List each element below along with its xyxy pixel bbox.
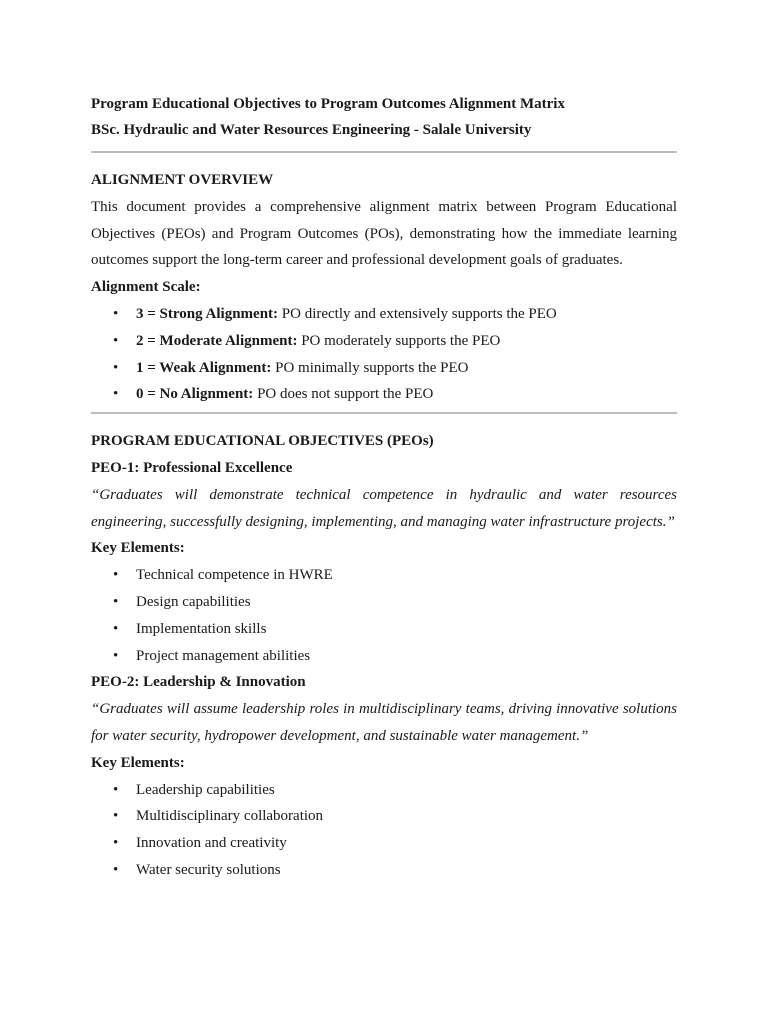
- bullet-icon: •: [113, 567, 119, 584]
- key-element-text: Implementation skills: [136, 620, 267, 637]
- peo2-key-elements-label: Key Elements:: [91, 754, 185, 771]
- document-title: Program Educational Objectives to Program Outcomes Alignment Matrix: [91, 96, 565, 112]
- list-item: [91, 328, 677, 355]
- scale-term: 3 = Strong Alignment:: [136, 305, 279, 322]
- key-element-text: Leadership capabilities: [136, 781, 275, 798]
- key-element-text: Technical competence in HWRE: [136, 567, 333, 584]
- bullet-icon: •: [113, 808, 119, 825]
- list-item: [91, 643, 677, 670]
- peo2-quote: “Graduates will assume leadership roles in multidisciplinary teams, driving innovative solutions for water security, hydropower development, and sustainable water management.”: [91, 701, 677, 744]
- list-item: [91, 616, 677, 643]
- bullet-icon: •: [113, 835, 119, 852]
- document-subtitle: BSc. Hydraulic and Water Resources Engineering - Salale University: [91, 122, 532, 138]
- list-item: [91, 803, 677, 830]
- list-item: [91, 562, 677, 589]
- scale-description: PO does not support the PEO: [253, 386, 434, 403]
- overview-heading: ALIGNMENT OVERVIEW: [91, 172, 274, 188]
- key-element-text: Water security solutions: [136, 861, 281, 878]
- bullet-icon: •: [113, 861, 119, 878]
- list-item: [91, 857, 677, 884]
- bullet-icon: •: [113, 781, 119, 798]
- list-item: [91, 830, 677, 857]
- bullet-icon: •: [113, 620, 119, 637]
- bullet-icon: •: [113, 305, 119, 322]
- bullet-icon: •: [113, 593, 119, 610]
- scale-term: 2 = Moderate Alignment:: [136, 332, 298, 349]
- bullet-icon: •: [113, 386, 119, 403]
- scale-term: 0 = No Alignment:: [136, 386, 254, 403]
- list-item: [91, 777, 677, 804]
- key-element-text: Innovation and creativity: [136, 835, 287, 852]
- list-item: [91, 381, 677, 408]
- scale-description: PO directly and extensively supports the PEO: [278, 305, 557, 322]
- section-divider: [91, 151, 677, 153]
- section-divider: [91, 412, 677, 414]
- key-element-text: Design capabilities: [136, 593, 251, 610]
- list-item: [91, 589, 677, 616]
- peo1-quote: “Graduates will demonstrate technical competence in hydraulic and water resources engineering, successfully designing, implementing, and managing water infrastructure projects.”: [91, 486, 677, 530]
- peo1-key-elements-list: [91, 562, 677, 669]
- scale-description: PO moderately supports the PEO: [297, 332, 501, 349]
- key-element-text: Project management abilities: [136, 647, 311, 664]
- peo1-title: PEO-1: Professional Excellence: [91, 459, 293, 476]
- list-item: [91, 301, 677, 328]
- bullet-icon: •: [113, 647, 119, 664]
- alignment-scale-list: [91, 301, 677, 408]
- bullet-icon: •: [113, 359, 119, 376]
- peo1-key-elements-label: Key Elements:: [91, 540, 185, 557]
- peo2-title: PEO-2: Leadership & Innovation: [91, 674, 306, 691]
- scale-description: PO minimally supports the PEO: [271, 359, 469, 376]
- peos-heading: PROGRAM EDUCATIONAL OBJECTIVES (PEOs): [91, 433, 434, 450]
- peo2-key-elements-list: [91, 777, 677, 884]
- overview-paragraph: This document provides a comprehensive alignment matrix between Program Educational Objectives (PEOs) and Program Outcomes (POs), demonstrating how the immediate learning outcomes support the long-term career and professional development goals of graduates.: [91, 198, 677, 269]
- key-element-text: Multidisciplinary collaboration: [136, 808, 324, 825]
- list-item: [91, 355, 677, 382]
- scale-term: 1 = Weak Alignment:: [136, 359, 272, 376]
- bullet-icon: •: [113, 332, 119, 349]
- alignment-scale-label: Alignment Scale:: [91, 279, 201, 296]
